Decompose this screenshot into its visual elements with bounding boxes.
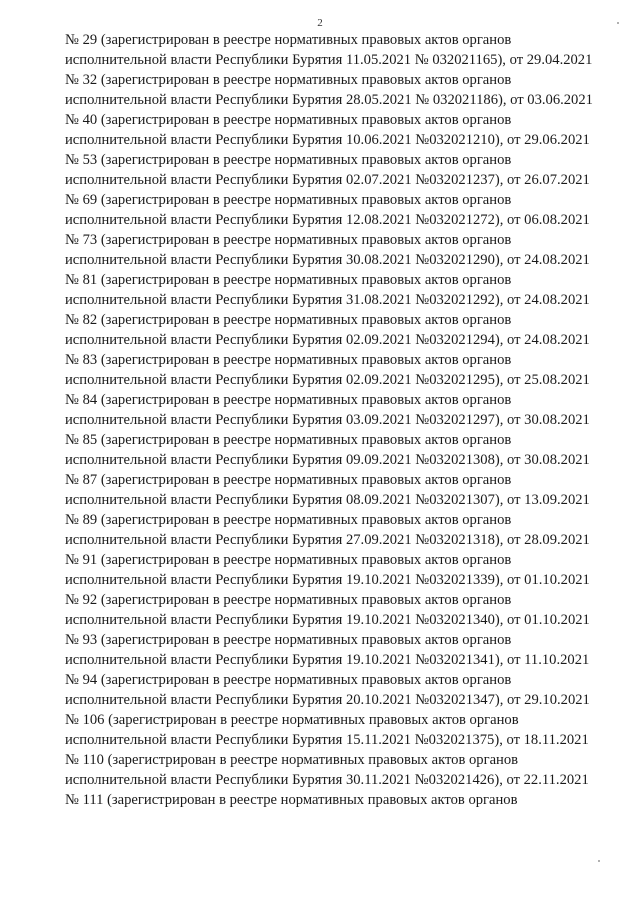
entry-line: исполнительной власти Республики Бурятия 10.06.2021 №032021210), от 29.06.2021 — [65, 132, 590, 148]
entry-line: № 69 (зарегистрирован в реестре нормативных правовых актов органов — [65, 192, 512, 208]
entry-69 — [65, 190, 608, 230]
entry-line: № 32 (зарегистрирован в реестре нормативных правовых актов органов — [65, 72, 512, 88]
entry-91 — [65, 550, 608, 590]
entry-89 — [65, 510, 608, 550]
entry-line: исполнительной власти Республики Бурятия 02.09.2021 №032021295), от 25.08.2021 — [65, 372, 590, 388]
entry-line: № 40 (зарегистрирован в реестре нормативных правовых актов органов — [65, 112, 512, 128]
entry-85 — [65, 430, 608, 470]
entry-line: № 93 (зарегистрирован в реестре нормативных правовых актов органов — [65, 632, 512, 648]
entry-93 — [65, 630, 608, 670]
entry-line: исполнительной власти Республики Бурятия 02.09.2021 №032021294), от 24.08.2021 — [65, 332, 590, 348]
entry-line: № 73 (зарегистрирован в реестре нормативных правовых актов органов — [65, 232, 512, 248]
entry-line: № 106 (зарегистрирован в реестре нормативных правовых актов органов — [65, 712, 519, 728]
entry-line: исполнительной власти Республики Бурятия 27.09.2021 №032021318), от 28.09.2021 — [65, 532, 590, 548]
entry-92 — [65, 590, 608, 630]
entry-line: № 53 (зарегистрирован в реестре нормативных правовых актов органов — [65, 152, 512, 168]
entry-94 — [65, 670, 608, 710]
entry-line: № 83 (зарегистрирован в реестре нормативных правовых актов органов — [65, 352, 512, 368]
entry-87 — [65, 470, 608, 510]
entry-32 — [65, 70, 608, 110]
entry-line: исполнительной власти Республики Бурятия 02.07.2021 №032021237), от 26.07.2021 — [65, 172, 590, 188]
entry-line: исполнительной власти Республики Бурятия 19.10.2021 №032021341), от 11.10.2021 — [65, 652, 590, 668]
entry-81 — [65, 270, 608, 310]
entry-111 — [65, 790, 608, 810]
page-number: 2 — [317, 17, 323, 29]
entry-line: № 84 (зарегистрирован в реестре нормативных правовых актов органов — [65, 392, 512, 408]
entry-line: № 81 (зарегистрирован в реестре нормативных правовых актов органов — [65, 272, 512, 288]
entry-line: исполнительной власти Республики Бурятия 19.10.2021 №032021339), от 01.10.2021 — [65, 572, 590, 588]
entry-line: № 89 (зарегистрирован в реестре нормативных правовых актов органов — [65, 512, 512, 528]
entry-line: исполнительной власти Республики Бурятия 08.09.2021 №032021307), от 13.09.2021 — [65, 492, 590, 508]
entry-82 — [65, 310, 608, 350]
entry-line: исполнительной власти Республики Бурятия 15.11.2021 №032021375), от 18.11.2021 — [65, 732, 589, 748]
scan-artifact — [598, 860, 600, 862]
entry-line: исполнительной власти Республики Бурятия 30.11.2021 №032021426), от 22.11.2021 — [65, 772, 589, 788]
entry-line: № 85 (зарегистрирован в реестре нормативных правовых актов органов — [65, 432, 512, 448]
entry-line: № 87 (зарегистрирован в реестре нормативных правовых актов органов — [65, 472, 512, 488]
entry-40 — [65, 110, 608, 150]
entry-line: № 111 (зарегистрирован в реестре нормативных правовых актов органов — [65, 792, 518, 808]
scan-artifact — [617, 22, 619, 24]
document-body — [65, 30, 608, 810]
entry-line: исполнительной власти Республики Бурятия 28.05.2021 № 032021186), от 03.06.2021 — [65, 92, 593, 108]
entry-29 — [65, 30, 608, 70]
entry-106 — [65, 710, 608, 750]
entry-53 — [65, 150, 608, 190]
entry-73 — [65, 230, 608, 270]
entry-line: № 92 (зарегистрирован в реестре нормативных правовых актов органов — [65, 592, 512, 608]
entry-110 — [65, 750, 608, 790]
entry-83 — [65, 350, 608, 390]
entry-line: № 94 (зарегистрирован в реестре нормативных правовых актов органов — [65, 672, 512, 688]
entry-line: исполнительной власти Республики Бурятия 12.08.2021 №032021272), от 06.08.2021 — [65, 212, 590, 228]
entry-line: № 91 (зарегистрирован в реестре нормативных правовых актов органов — [65, 552, 512, 568]
entry-line: исполнительной власти Республики Бурятия 03.09.2021 №032021297), от 30.08.2021 — [65, 412, 590, 428]
entry-84 — [65, 390, 608, 430]
entry-line: исполнительной власти Республики Бурятия 20.10.2021 №032021347), от 29.10.2021 — [65, 692, 590, 708]
entry-line: исполнительной власти Республики Бурятия 19.10.2021 №032021340), от 01.10.2021 — [65, 612, 590, 628]
entry-line: № 29 (зарегистрирован в реестре нормативных правовых актов органов — [65, 32, 512, 48]
entry-line: № 110 (зарегистрирован в реестре нормативных правовых актов органов — [65, 752, 519, 768]
entry-line: исполнительной власти Республики Бурятия 30.08.2021 №032021290), от 24.08.2021 — [65, 252, 590, 268]
entry-line: исполнительной власти Республики Бурятия 09.09.2021 №032021308), от 30.08.2021 — [65, 452, 590, 468]
entry-line: исполнительной власти Республики Бурятия 11.05.2021 № 032021165), от 29.04.2021 — [65, 52, 593, 68]
entry-line: № 82 (зарегистрирован в реестре нормативных правовых актов органов — [65, 312, 512, 328]
entry-line: исполнительной власти Республики Бурятия 31.08.2021 №032021292), от 24.08.2021 — [65, 292, 590, 308]
